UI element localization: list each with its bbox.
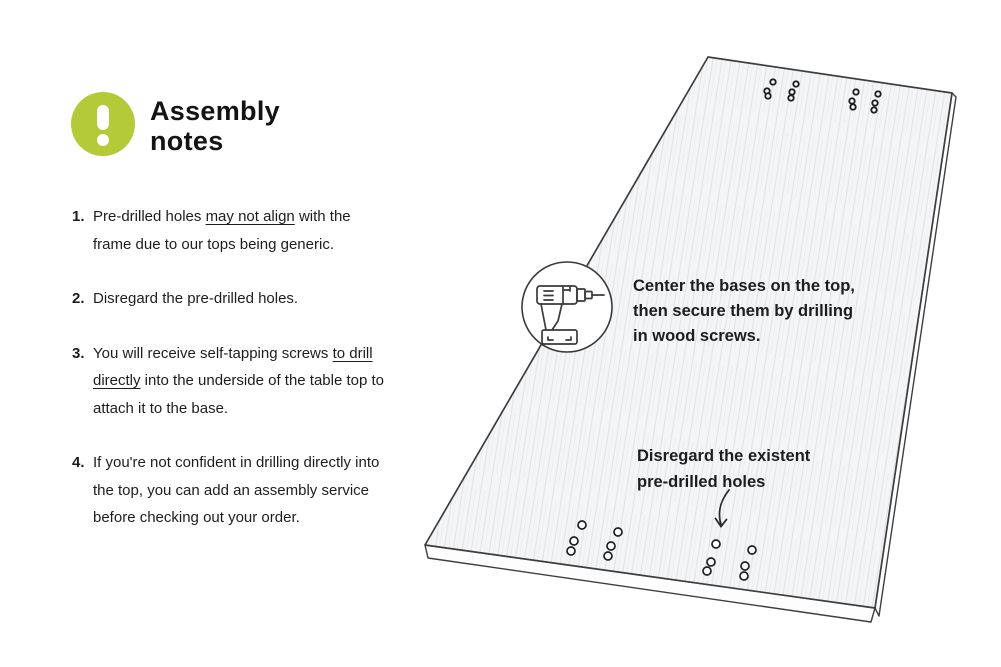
- holes-callout-text: Disregard the existent pre-drilled holes: [637, 447, 811, 491]
- drill-badge: [522, 262, 612, 352]
- assembly-notes-list: [72, 203, 402, 559]
- pre-drilled-hole: [788, 95, 793, 100]
- note-item-4: [72, 449, 402, 532]
- pre-drilled-hole: [793, 81, 798, 86]
- pre-drilled-hole: [770, 79, 775, 84]
- pre-drilled-hole: [567, 547, 575, 555]
- note-number: 4.: [72, 454, 85, 471]
- pre-drilled-hole: [607, 542, 615, 550]
- drill-callout-text: Center the bases on the top, then secure them by drilling in wood screws.: [633, 277, 855, 345]
- exclamation-icon: [71, 92, 135, 156]
- pre-drilled-hole: [712, 540, 720, 548]
- pre-drilled-hole: [872, 100, 877, 105]
- note-text: Disregard the pre-drilled holes.: [93, 290, 299, 307]
- pre-drilled-hole: [703, 567, 711, 575]
- page-title: Assembly notes: [150, 96, 280, 156]
- note-item-3: [72, 340, 402, 423]
- pre-drilled-hole: [748, 546, 756, 554]
- note-text: Pre-drilled holes may not align with the frame due to our tops being generic.: [93, 208, 351, 253]
- pre-drilled-hole: [789, 89, 794, 94]
- pre-drilled-hole: [849, 98, 854, 103]
- note-text: If you're not confident in drilling directly into the top, you can add an assembly service before checking out your order.: [93, 454, 380, 526]
- note-item-2: [72, 285, 402, 313]
- pre-drilled-hole: [741, 562, 749, 570]
- pre-drilled-hole: [614, 528, 622, 536]
- note-number: 3.: [72, 344, 85, 362]
- pre-drilled-hole: [875, 91, 880, 96]
- pre-drilled-hole: [578, 521, 586, 529]
- pre-drilled-hole: [871, 107, 876, 112]
- pre-drilled-hole: [853, 89, 858, 94]
- note-text: You will receive self-tapping screws to drill directly into the underside of the table top to attach it to the base.: [93, 344, 385, 417]
- pre-drilled-hole: [570, 537, 578, 545]
- pre-drilled-hole: [850, 104, 855, 109]
- note-number: 2.: [72, 290, 85, 307]
- pre-drilled-hole: [740, 572, 748, 580]
- pre-drilled-hole: [604, 552, 612, 560]
- pre-drilled-hole: [765, 93, 770, 98]
- note-item-1: [72, 203, 402, 258]
- pre-drilled-hole: [707, 558, 715, 566]
- note-number: 1.: [72, 208, 85, 225]
